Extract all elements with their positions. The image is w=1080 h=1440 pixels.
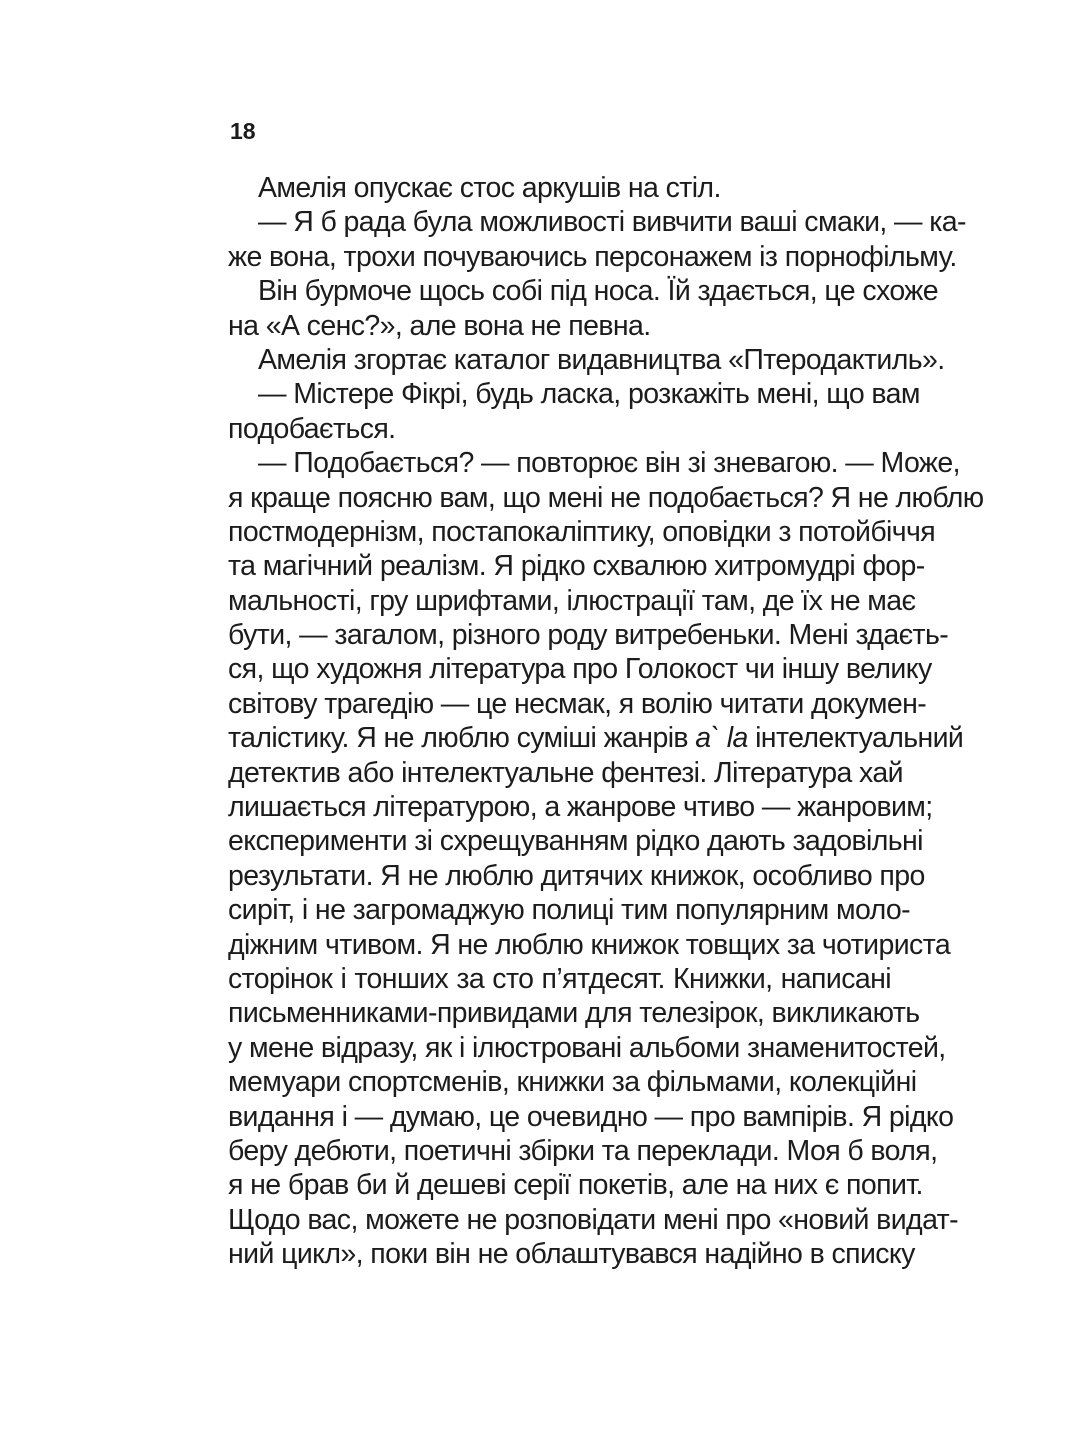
text-segment: інтелектуальний xyxy=(747,722,964,755)
italic-phrase: a` la xyxy=(695,722,748,755)
text-line: Амелія згортає каталог видавництва «Птеродактиль». xyxy=(258,343,945,376)
text-line: світову трагедію — це несмак, я волію читати докумен- xyxy=(228,687,927,720)
text-line: детектив або інтелектуальне фентезі. Література хай xyxy=(228,756,903,789)
text-line: мемуари спортсменів, книжки за фільмами, колекційні xyxy=(228,1066,917,1099)
text-line: мальності, гру шрифтами, ілюстрації там, де їх не має xyxy=(228,584,916,617)
text-line: бути, — загалом, різного роду витребеньки. Мені здаєть- xyxy=(228,619,949,652)
text-line: я краще поясню вам, що мені не подобається? Я не люблю xyxy=(228,481,984,514)
text-line: лишається літературою, а жанрове чтиво — жанровим; xyxy=(228,791,933,824)
text-line: ний цикл», поки він не облаштувався надійно в списку xyxy=(228,1238,915,1271)
text-line: — Містере Фікрі, будь ласка, розкажіть мені, що вам xyxy=(258,378,920,411)
text-line: Він бурмоче щось собі під носа. Їй здається, це схоже xyxy=(258,275,938,308)
text-segment: талістику. Я не люблю суміші жанрів xyxy=(228,722,696,755)
text-line: та магічний реалізм. Я рідко схвалюю хитромудрі фор- xyxy=(228,550,925,583)
text-line: письменниками-привидами для телезірок, викликають xyxy=(228,997,920,1030)
text-line: беру дебюти, поетичні збірки та переклади. Моя б воля, xyxy=(228,1134,938,1167)
text-line: діжним чтивом. Я не люблю книжок товщих за чотириста xyxy=(228,928,951,961)
text-line: Щодо вас, можете не розповідати мені про «новий видат- xyxy=(228,1203,959,1236)
text-line: видання і — думаю, це очевидно — про вампірів. Я рідко xyxy=(228,1100,954,1133)
text-line: Амелія опускає стос аркушів на стіл. xyxy=(258,172,721,204)
text-line: експерименти зі схрещуванням рідко дають задовільні xyxy=(228,825,923,858)
text-line: результати. Я не люблю дитячих книжок, особливо про xyxy=(228,859,925,892)
text-line: я не брав би й дешеві серії покетів, але на них є попит. xyxy=(228,1169,923,1202)
text-line: у мене відразу, як і ілюстровані альбоми знаменитостей, xyxy=(228,1031,946,1064)
text-line: — Я б рада була можливості вивчити ваші смаки, — ка- xyxy=(258,206,966,239)
page-number: 18 xyxy=(230,118,256,144)
text-line: ся, що художня література про Голокост чи іншу велику xyxy=(228,653,932,686)
text-line: сиріт, і не загромаджую полиці тим популярним моло- xyxy=(228,894,911,927)
text-line: постмодернізм, постапокаліптику, оповідки з потойбіччя xyxy=(228,515,936,548)
text-line: же вона, трохи почуваючись персонажем із порнофільму. xyxy=(228,240,957,273)
body-text xyxy=(228,171,984,1272)
text-line xyxy=(228,721,964,755)
text-line: подобається. xyxy=(228,412,396,445)
text-line: сторінок і тонших за сто п’ятдесят. Книжки, написані xyxy=(228,962,891,995)
text-line: на «А сенс?», але вона не певна. xyxy=(228,309,651,342)
text-line: — Подобається? — повторює він зі зневагою. — Може, xyxy=(258,447,960,480)
